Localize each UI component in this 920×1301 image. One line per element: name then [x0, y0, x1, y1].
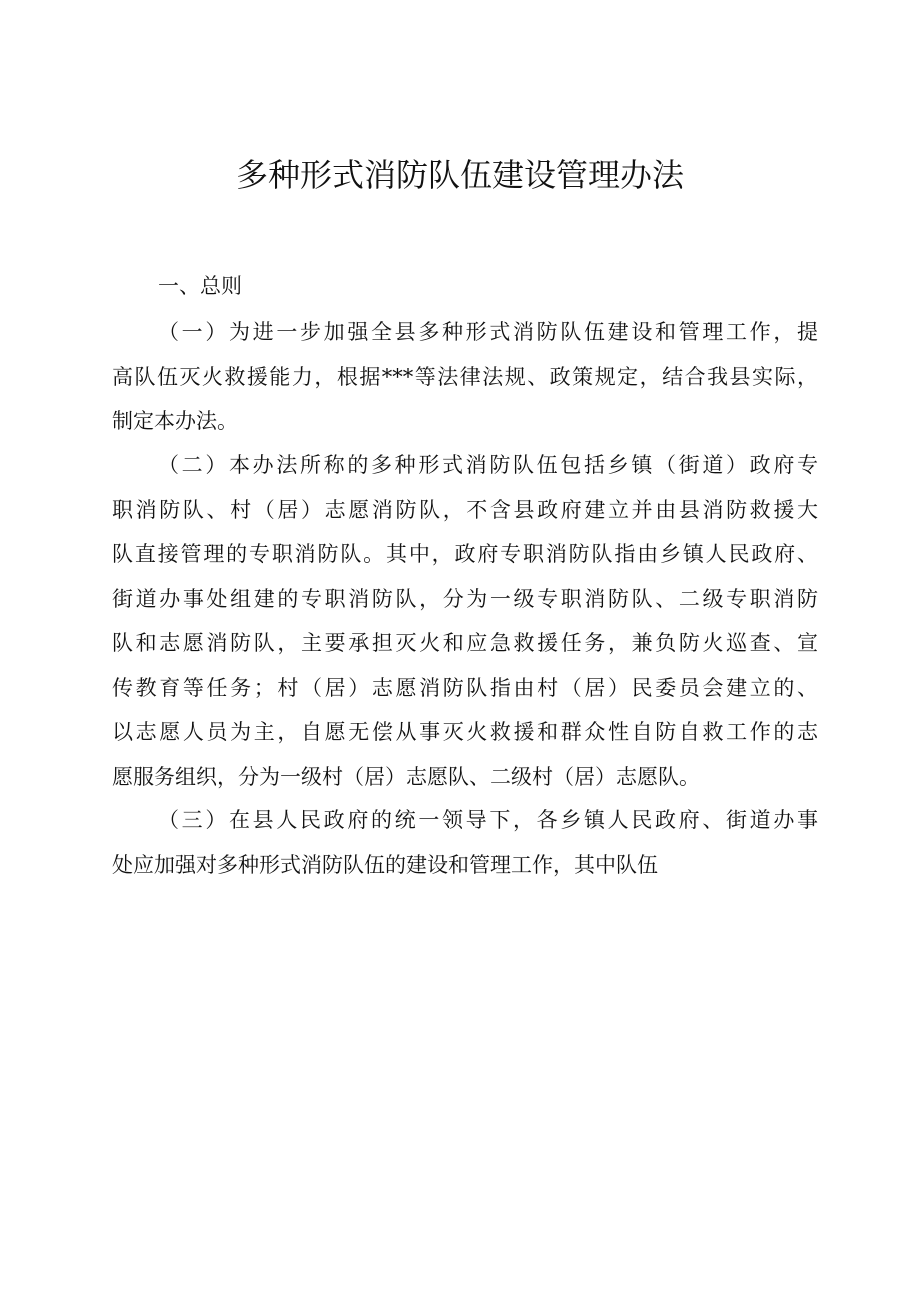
paragraph-line: 处应加强对多种形式消防队伍的建设和管理工作，其中队伍	[112, 852, 658, 877]
document-title: 多种形式消防队伍建设管理办法	[235, 156, 684, 194]
paragraph-line: 愿服务组织，分为一级村（居）志愿队、二级村（居）志愿队。	[112, 764, 700, 789]
paragraph-line: 职消防队、村（居）志愿消防队，不含县政府建立并由县消防救援大	[112, 497, 818, 522]
section-heading-general: 一、总则	[158, 274, 242, 298]
paragraph-line: （一）为进一步加强全县多种形式消防队伍建设和管理工作，提	[158, 320, 818, 344]
paragraph-line: 以志愿人员为主，自愿无偿从事灭火救援和群众性自防自救工作的志	[112, 720, 818, 744]
paragraph-line: 制定本办法。	[112, 409, 238, 433]
paragraph-line: 传教育等任务；村（居）志愿消防队指由村（居）民委员会建立的、	[112, 675, 818, 700]
paragraph-3	[112, 798, 818, 887]
paragraph-2	[112, 443, 818, 799]
paragraph-line: （二）本办法所称的多种形式消防队伍包括乡镇（街道）政府专	[158, 453, 818, 477]
paragraph-line: 街道办事处组建的专职消防队，分为一级专职消防队、二级专职消防	[112, 586, 818, 611]
paragraph-line: （三）在县人民政府的统一领导下，各乡镇人民政府、街道办事	[158, 808, 818, 832]
paragraph-line: 高队伍灭火救援能力，根据***等法律法规、政策规定，结合我县实际，	[112, 364, 818, 389]
paragraph-line: 队和志愿消防队，主要承担灭火和应急救援任务，兼负防火巡查、宣	[112, 631, 818, 655]
paragraph-line: 队直接管理的专职消防队。其中，政府专职消防队指由乡镇人民政府、	[112, 542, 818, 566]
paragraph-1	[112, 310, 818, 444]
